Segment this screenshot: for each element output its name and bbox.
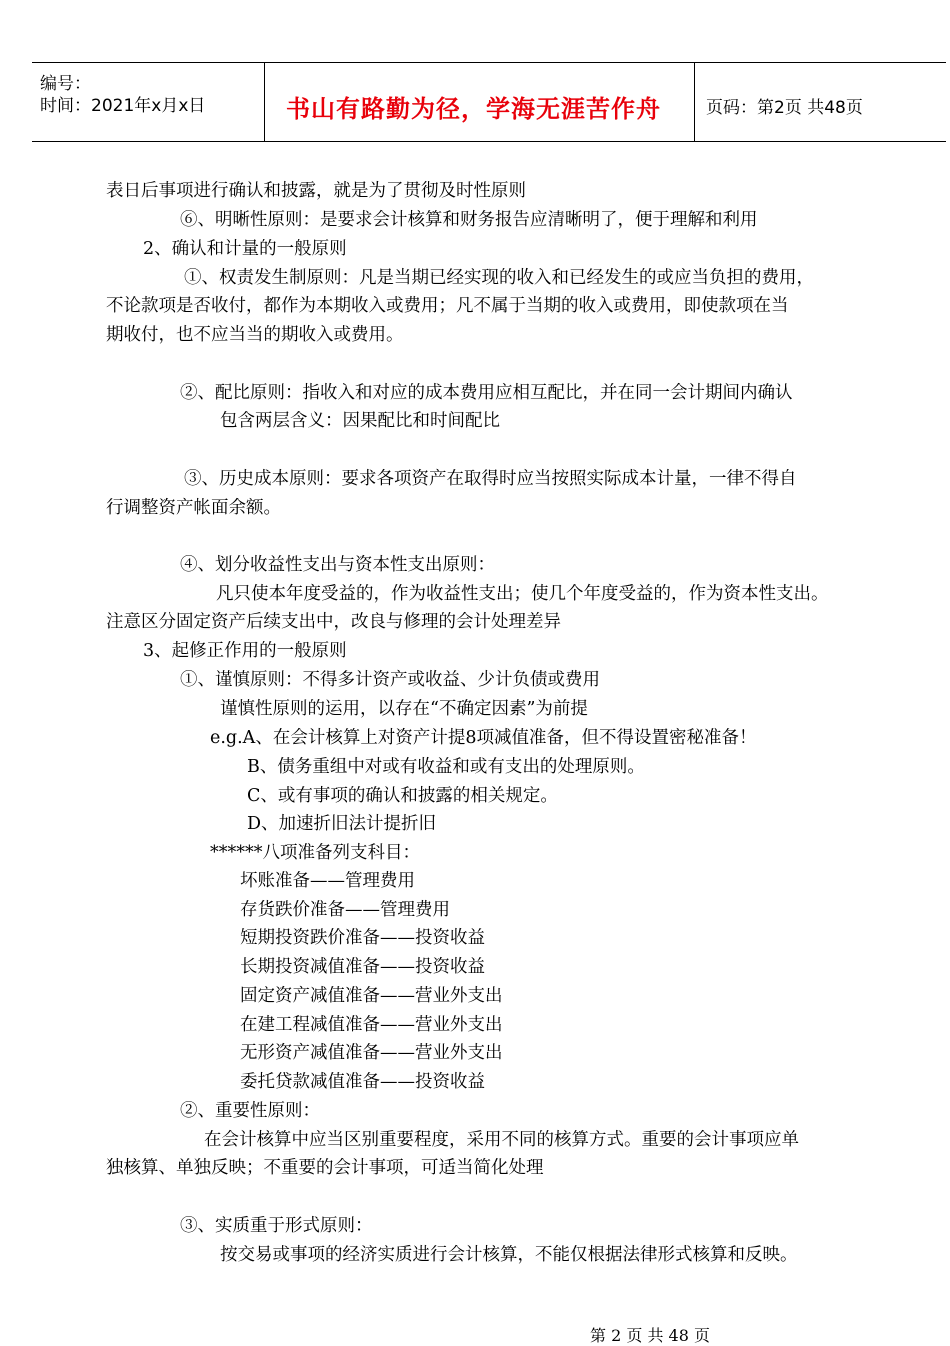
body-line: 在会计核算中应当区别重要程度，采用不同的核算方式。重要的会计事项应单 [204, 1130, 799, 1150]
list-item: 固定资产减值准备——营业外支出 [240, 986, 503, 1006]
body-line: 表日后事项进行确认和披露，就是为了贯彻及时性原则 [106, 181, 526, 201]
header-motto: 书山有路勤为径，学海无涯苦作舟 [286, 95, 661, 123]
body-line: 凡只使本年度受益的，作为收益性支出；使几个年度受益的，作为资本性支出。 [216, 584, 829, 604]
body-line: D、加速折旧法计提折旧 [247, 814, 437, 834]
body-line: B、债务重组中对或有收益和或有支出的处理原则。 [247, 757, 645, 777]
body-line: 注意区分固定资产后续支出中，改良与修理的会计处理差异 [106, 612, 561, 632]
body-line: e.g.A、在会计核算上对资产计提8项减值准备，但不得设置密秘准备！ [210, 728, 757, 748]
body-line: ①、谨慎原则：不得多计资产或收益、少计负债或费用 [180, 670, 600, 690]
list-item: 无形资产减值准备——营业外支出 [240, 1043, 503, 1063]
header-page-number: 页码：第2页 共48页 [706, 98, 863, 118]
header-divider [264, 63, 265, 141]
body-line: C、或有事项的确认和披露的相关规定。 [247, 786, 558, 806]
section-heading: 3、起修正作用的一般原则 [143, 641, 347, 661]
body-line: ③、历史成本原则：要求各项资产在取得时应当按照实际成本计量，一律不得自 [184, 469, 797, 489]
list-item: 长期投资减值准备——投资收益 [240, 957, 485, 977]
body-line: ①、权责发生制原则：凡是当期已经实现的收入和已经发生的或应当负担的费用， [184, 268, 814, 288]
list-heading: ******八项准备列支科目： [210, 843, 420, 863]
body-line: 行调整资产帐面余额。 [106, 498, 281, 518]
section-heading: 2、确认和计量的一般原则 [143, 239, 347, 259]
body-line: 不论款项是否收付，都作为本期收入或费用；凡不属于当期的收入或费用，即使款项在当 [106, 296, 789, 316]
body-line: ④、划分收益性支出与资本性支出原则： [180, 555, 495, 575]
list-item: 坏账准备——管理费用 [240, 871, 415, 891]
body-line: 独核算、单独反映；不重要的会计事项，可适当简化处理 [106, 1158, 544, 1178]
list-item: 短期投资跌价准备——投资收益 [240, 928, 485, 948]
list-item: 在建工程减值准备——营业外支出 [240, 1015, 503, 1035]
body-line: 期收付，也不应当当的期收入或费用。 [106, 325, 404, 345]
document-number-label: 编号： [40, 74, 91, 94]
document-date-label: 时间：2021年x月x日 [40, 96, 206, 116]
list-item: 委托贷款减值准备——投资收益 [240, 1072, 485, 1092]
body-line: 按交易或事项的经济实质进行会计核算，不能仅根据法律形式核算和反映。 [220, 1245, 798, 1265]
list-item: 存货跌价准备——管理费用 [240, 900, 450, 920]
body-line: 包含两层含义：因果配比和时间配比 [220, 411, 500, 431]
page-header [32, 62, 946, 142]
body-line: 谨慎性原则的运用，以存在“不确定因素”为前提 [220, 699, 588, 719]
body-line: ③、实质重于形式原则： [180, 1216, 373, 1236]
body-line: ②、配比原则：指收入和对应的成本费用应相互配比，并在同一会计期间内确认 [180, 383, 793, 403]
body-line: ②、重要性原则： [180, 1101, 320, 1121]
body-line: ⑥、明晰性原则：是要求会计核算和财务报告应清晰明了，便于理解和利用 [180, 210, 758, 230]
page-footer: 第 2 页 共 48 页 [590, 1326, 710, 1345]
header-divider [694, 63, 695, 141]
